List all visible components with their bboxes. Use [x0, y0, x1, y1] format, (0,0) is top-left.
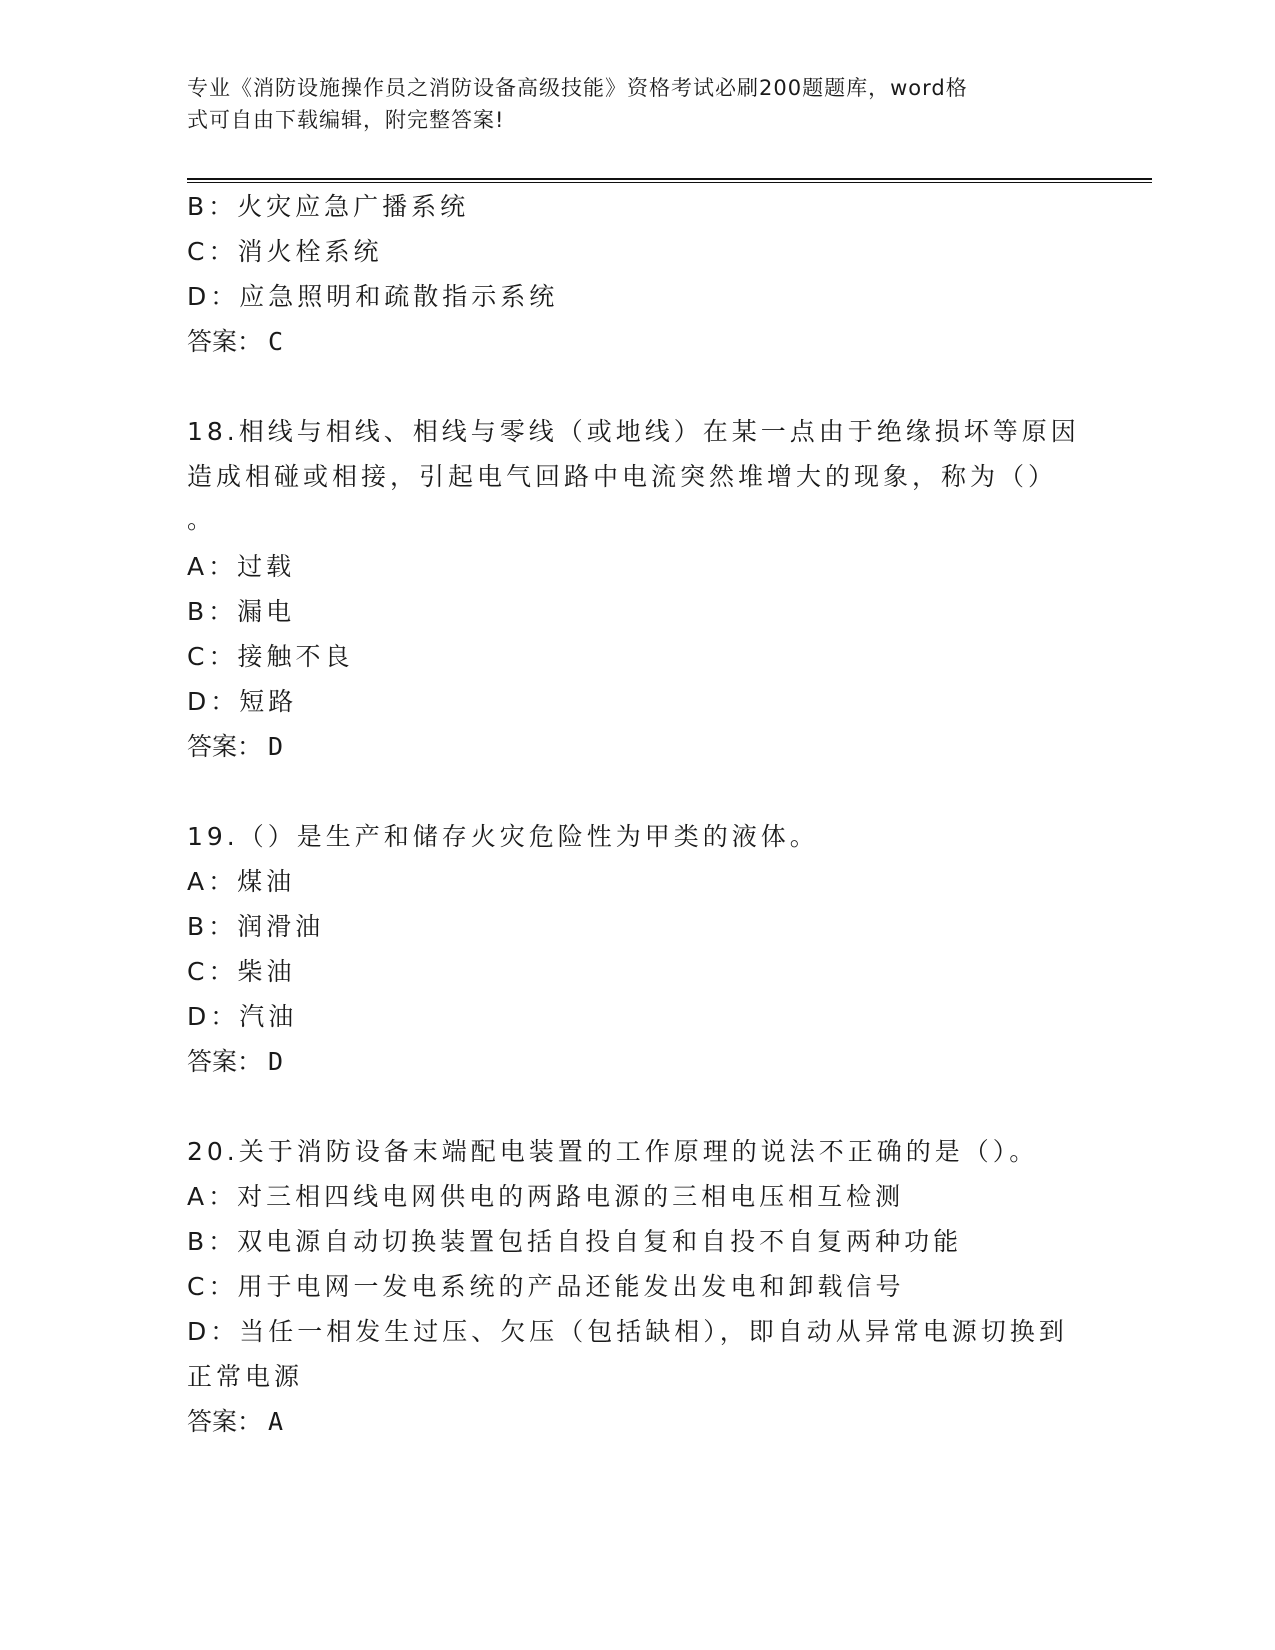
- option-a: A：过载: [187, 552, 296, 581]
- answer-label: 答案：: [187, 1407, 263, 1436]
- header-line-1: 专业《消防设施操作员之消防设备高级技能》资格考试必刷200题题库，word格: [187, 76, 968, 100]
- option-d-line-2: 正常电源: [187, 1362, 304, 1391]
- answer-value: D: [268, 1047, 284, 1076]
- question-stem-line-2: 造成相碰或相接，引起电气回路中电流突然堆增大的现象，称为（）: [187, 462, 1058, 491]
- option-c: C：用于电网一发电系统的产品还能发出发电和卸载信号: [187, 1272, 905, 1301]
- answer-line: [187, 1402, 283, 1438]
- question-stem-line-1: 18.相线与相线、相线与零线（或地线）在某一点由于绝缘损坏等原因: [187, 417, 1080, 446]
- answer-label: 答案：: [187, 732, 263, 761]
- answer-line: [187, 1042, 283, 1078]
- option-d: D：应急照明和疏散指示系统: [187, 282, 559, 311]
- header-line-2: 式可自由下载编辑，附完整答案!: [187, 108, 505, 132]
- option-c: C：消火栓系统: [187, 237, 383, 266]
- option-b: B：润滑油: [187, 912, 325, 941]
- answer-value: D: [268, 732, 284, 761]
- answer-value: C: [268, 327, 284, 356]
- option-b: B：双电源自动切换装置包括自投自复和自投不自复两种功能: [187, 1227, 963, 1256]
- option-d: D：短路: [187, 687, 298, 716]
- option-c: C：柴油: [187, 957, 296, 986]
- question-stem-line-1: 19.（）是生产和储存火灾危险性为甲类的液体。: [187, 822, 819, 851]
- option-a: A：煤油: [187, 867, 296, 896]
- option-d-line-1: D：当任一相发生过压、欠压（包括缺相），即自动从异常电源切换到: [187, 1317, 1068, 1346]
- question-stem-line-3: 。: [187, 505, 217, 534]
- header-divider-thin: [187, 182, 1152, 183]
- option-a: A：对三相四线电网供电的两路电源的三相电压相互检测: [187, 1182, 905, 1211]
- option-c: C：接触不良: [187, 642, 354, 671]
- option-d: D：汽油: [187, 1002, 298, 1031]
- option-b: B：漏电: [187, 597, 296, 626]
- answer-line: [187, 727, 283, 763]
- answer-value: A: [268, 1407, 284, 1436]
- question-stem-line-1: 20.关于消防设备末端配电装置的工作原理的说法不正确的是（）。: [187, 1137, 1039, 1166]
- document-header: [187, 72, 1067, 136]
- answer-line: [187, 322, 283, 358]
- answer-label: 答案：: [187, 1047, 263, 1076]
- header-divider-thick: [187, 178, 1152, 180]
- answer-label: 答案：: [187, 327, 263, 356]
- option-b: B：火灾应急广播系统: [187, 192, 470, 221]
